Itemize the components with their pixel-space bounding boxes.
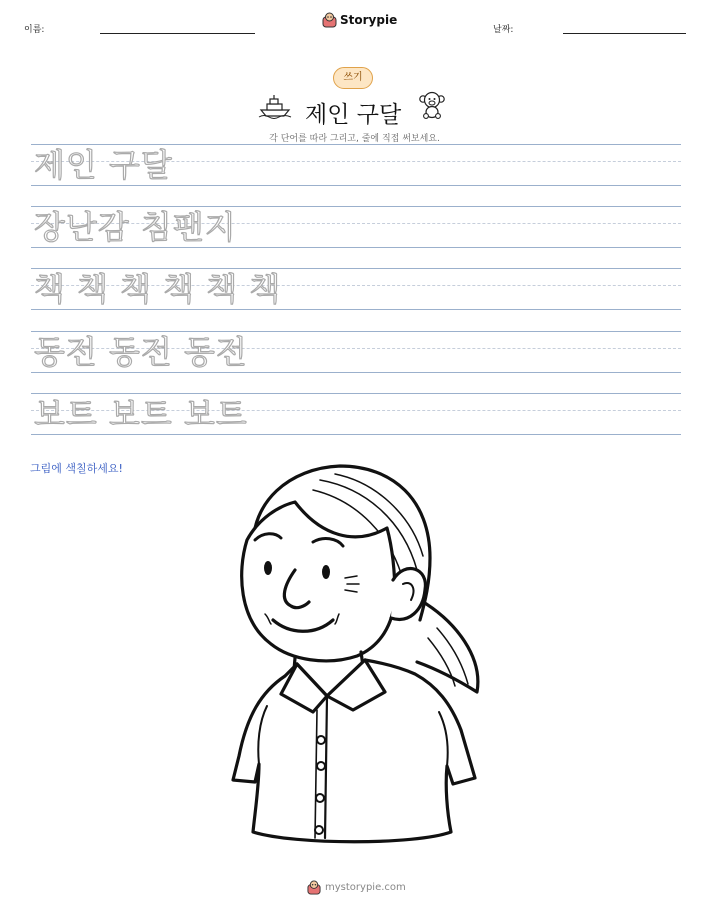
tracing-text: 동전 동전 동전 [34,333,248,371]
tracing-text: 장난감 침팬지 [34,208,237,246]
date-line[interactable] [563,33,686,34]
coloring-illustration[interactable] [225,460,485,845]
writing-badge: 쓰기 [333,67,373,89]
tracing-row[interactable] [31,206,681,248]
footer-site[interactable]: mystorypie.com [325,882,406,893]
instruction-text: 각 단어를 따라 그리고, 줄에 직접 써보세요. [269,134,440,144]
storypie-logo-icon [307,880,321,895]
toy-monkey-icon [419,91,445,119]
footer [307,880,406,895]
coloring-prompt: 그림에 색칠하세요! [30,462,123,475]
date-label: 날짜: [493,25,514,35]
storypie-logo-icon [322,12,337,28]
tracing-text: 제인 구달 [34,146,173,184]
tracing-row[interactable] [31,268,681,310]
tracing-text: 보트 보트 보트 [34,395,248,433]
worksheet-title: 제인 구달 [305,102,402,128]
boat-icon [258,93,292,119]
name-line[interactable] [100,33,255,34]
brand-logo [322,12,397,28]
tracing-row[interactable] [31,144,681,186]
tracing-row[interactable] [31,331,681,373]
name-label: 이름: [24,25,45,35]
brand-name: Storypie [340,13,398,27]
tracing-text: 책 책 책 책 책 책 [34,270,282,308]
tracing-row[interactable] [31,393,681,435]
